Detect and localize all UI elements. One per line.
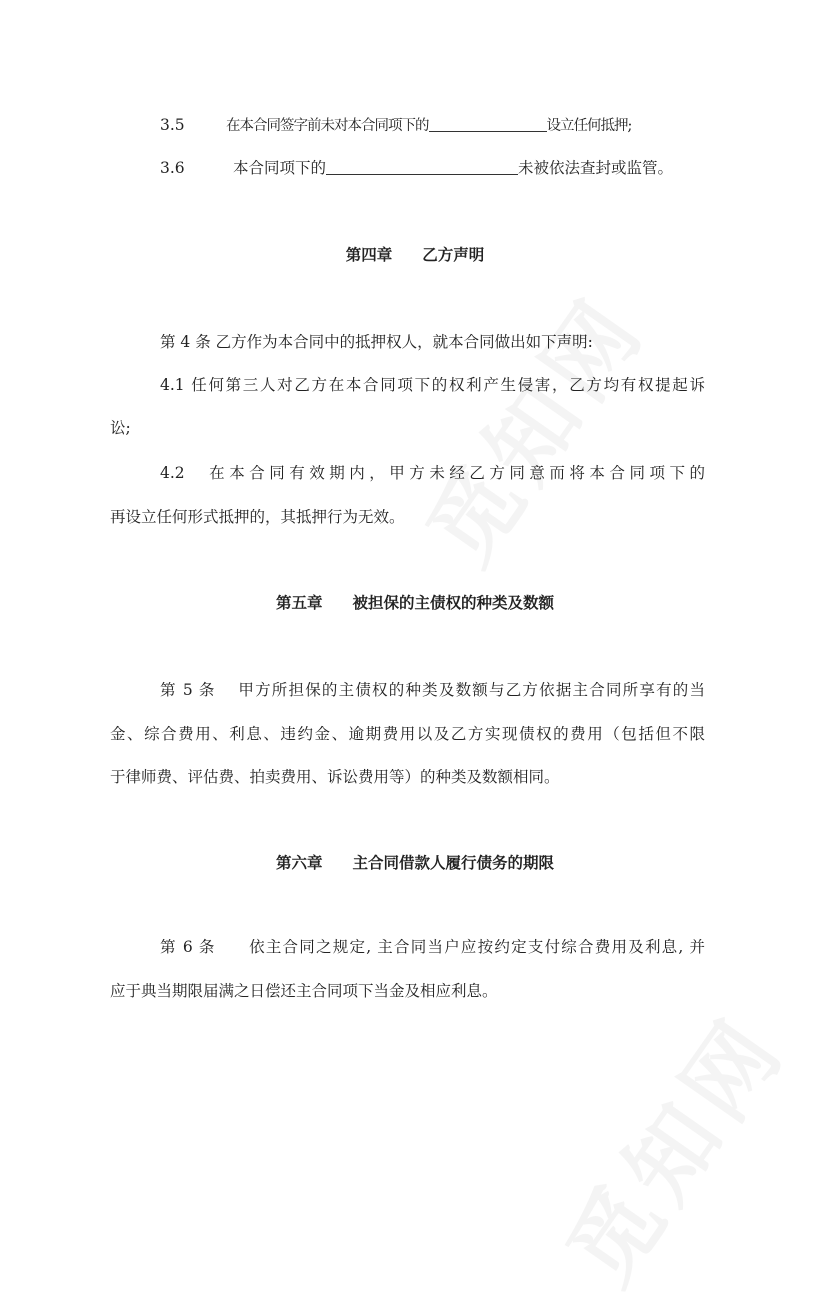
chapter-number: 第六章 [275,853,323,872]
chapter-heading [0,245,830,265]
clause-3-6 [160,158,673,178]
clause-text: 设立任何抵押; [546,118,632,134]
chapter-heading [0,593,830,613]
clause-4-2-cont: 再设立任何形式抵押的，其抵押行为无效。 [110,508,405,526]
chapter-title: 主合同借款人履行债务的期限 [352,853,555,872]
chapter-heading [0,853,830,873]
chapter-number: 第四章 [345,245,393,264]
clause-number: 3.6 [160,159,185,177]
clause-text: 未被依法查封或监管。 [518,159,674,177]
clause-number: 3.5 [160,116,185,134]
clause-4-1: 4.1 任何第三人对乙方在本合同项下的权利产生侵害，乙方均有权提起诉 [160,376,705,394]
article-5-cont: 金、综合费用、利息、违约金、逾期费用以及乙方实现债权的费用（包括但不限 [110,725,705,743]
article-6: 第 6 条 依主合同之规定, 主合同当户应按约定支付综合费用及利息, 并 [160,938,705,956]
clause-4-2: 4.2 在本合同有效期内，甲方未经乙方同意而将本合同项下的 [160,464,705,482]
clause-3-5 [160,115,631,136]
chapter-title: 被担保的主债权的种类及数额 [352,593,555,612]
watermark [531,985,810,1305]
watermark [391,265,670,585]
clause-text: 在本合同签字前未对本合同项下的 [226,118,429,134]
blank-field[interactable] [326,158,518,175]
article-5: 第 5 条 甲方所担保的主债权的种类及数额与乙方依据主合同所享有的当 [160,681,705,699]
clause-4-1-cont: 讼; [110,419,131,437]
chapter-title: 乙方声明 [422,245,485,264]
blank-field[interactable] [429,115,547,132]
article-4-intro: 第 4 条 乙方作为本合同中的抵押权人，就本合同做出如下声明: [160,333,593,351]
chapter-number: 第五章 [275,593,323,612]
clause-text: 本合同项下的 [233,159,327,177]
article-6-cont: 应于典当期限届满之日偿还主合同项下当金及相应利息。 [110,982,498,1000]
article-5-cont: 于律师费、评估费、拍卖费用、诉讼费用等）的种类及数额相同。 [110,768,560,786]
